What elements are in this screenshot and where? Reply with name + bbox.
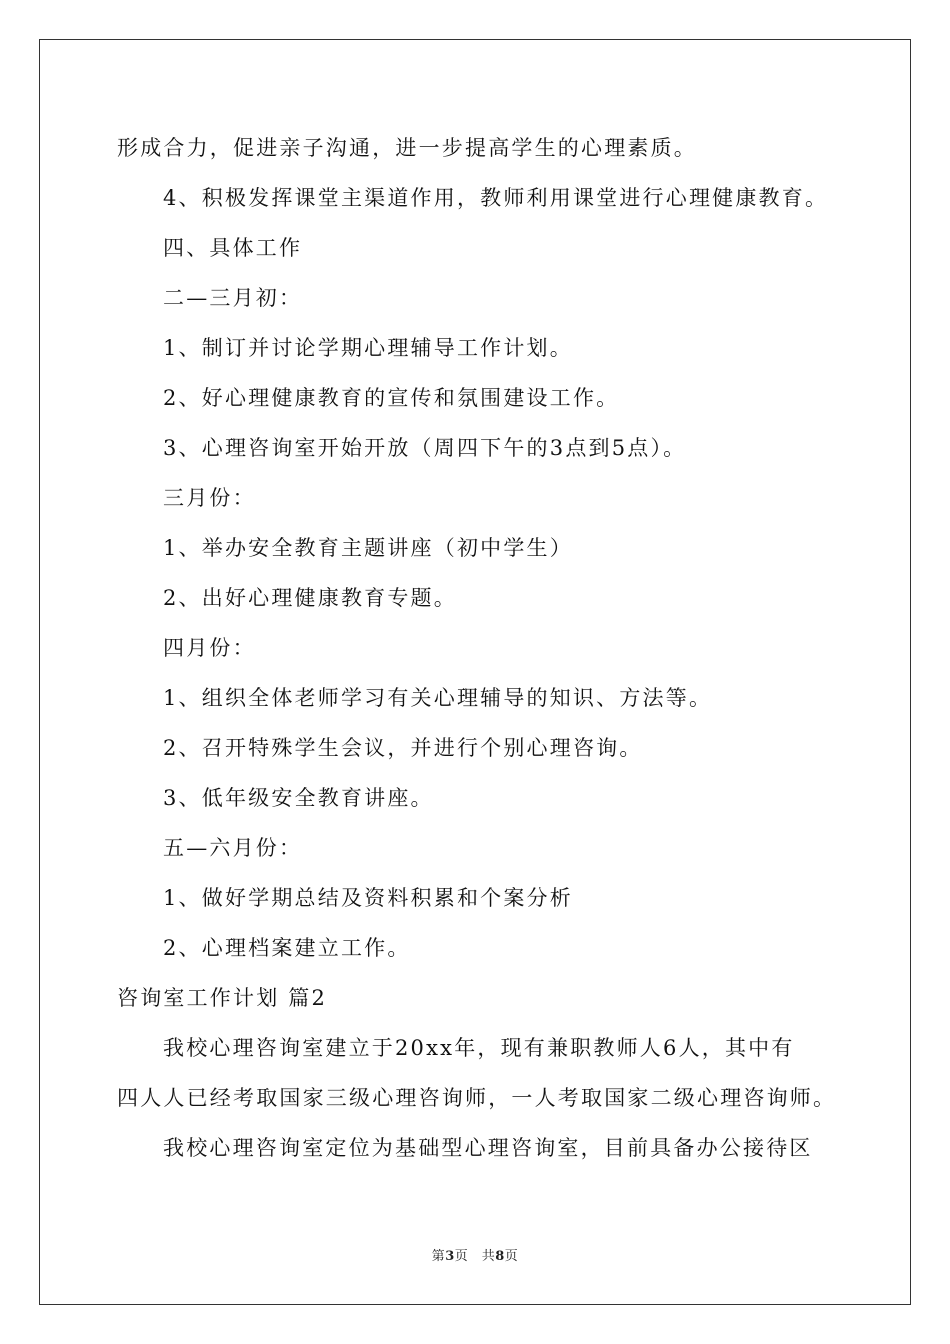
period-heading: 三月份： <box>163 486 256 510</box>
page-number-footer <box>0 1248 950 1266</box>
page-separator: 页 共 <box>454 1249 496 1264</box>
list-item: 3、低年级安全教育讲座。 <box>163 786 434 810</box>
list-item: 3、心理咨询室开始开放（周四下午的3点到5点）。 <box>163 436 687 460</box>
list-item: 1、做好学期总结及资料积累和个案分析 <box>163 886 573 910</box>
page-suffix: 页 <box>504 1249 519 1264</box>
paragraph-line: 我校心理咨询室定位为基础型心理咨询室，目前具备办公接待区 <box>163 1136 813 1160</box>
list-item: 2、好心理健康教育的宣传和氛围建设工作。 <box>163 386 620 410</box>
page-prefix: 第 <box>431 1249 446 1264</box>
section-heading: 四、具体工作 <box>163 236 303 260</box>
list-item: 2、召开特殊学生会议，并进行个别心理咨询。 <box>163 736 643 760</box>
list-item: 2、出好心理健康教育专题。 <box>163 586 457 610</box>
current-page-number: 3 <box>445 1249 455 1264</box>
period-heading: 四月份： <box>163 636 256 660</box>
list-item: 2、心理档案建立工作。 <box>163 936 411 960</box>
list-item: 1、组织全体老师学习有关心理辅导的知识、方法等。 <box>163 686 713 710</box>
period-heading: 五—六月份： <box>163 836 303 860</box>
page-border <box>39 39 911 1305</box>
paragraph-line: 4、积极发挥课堂主渠道作用，教师利用课堂进行心理健康教育。 <box>163 186 829 210</box>
article-title: 咨询室工作计划 篇2 <box>117 986 328 1010</box>
total-page-number: 8 <box>495 1249 505 1264</box>
paragraph-line: 我校心理咨询室建立于20xx年，现有兼职教师人6人，其中有 <box>163 1036 795 1060</box>
list-item: 1、制订并讨论学期心理辅导工作计划。 <box>163 336 573 360</box>
list-item: 1、举办安全教育主题讲座（初中学生） <box>163 536 573 560</box>
period-heading: 二—三月初： <box>163 286 303 310</box>
paragraph-line: 形成合力，促进亲子沟通，进一步提高学生的心理素质。 <box>117 136 697 160</box>
paragraph-line: 四人人已经考取国家三级心理咨询师，一人考取国家二级心理咨询师。 <box>117 1086 837 1110</box>
